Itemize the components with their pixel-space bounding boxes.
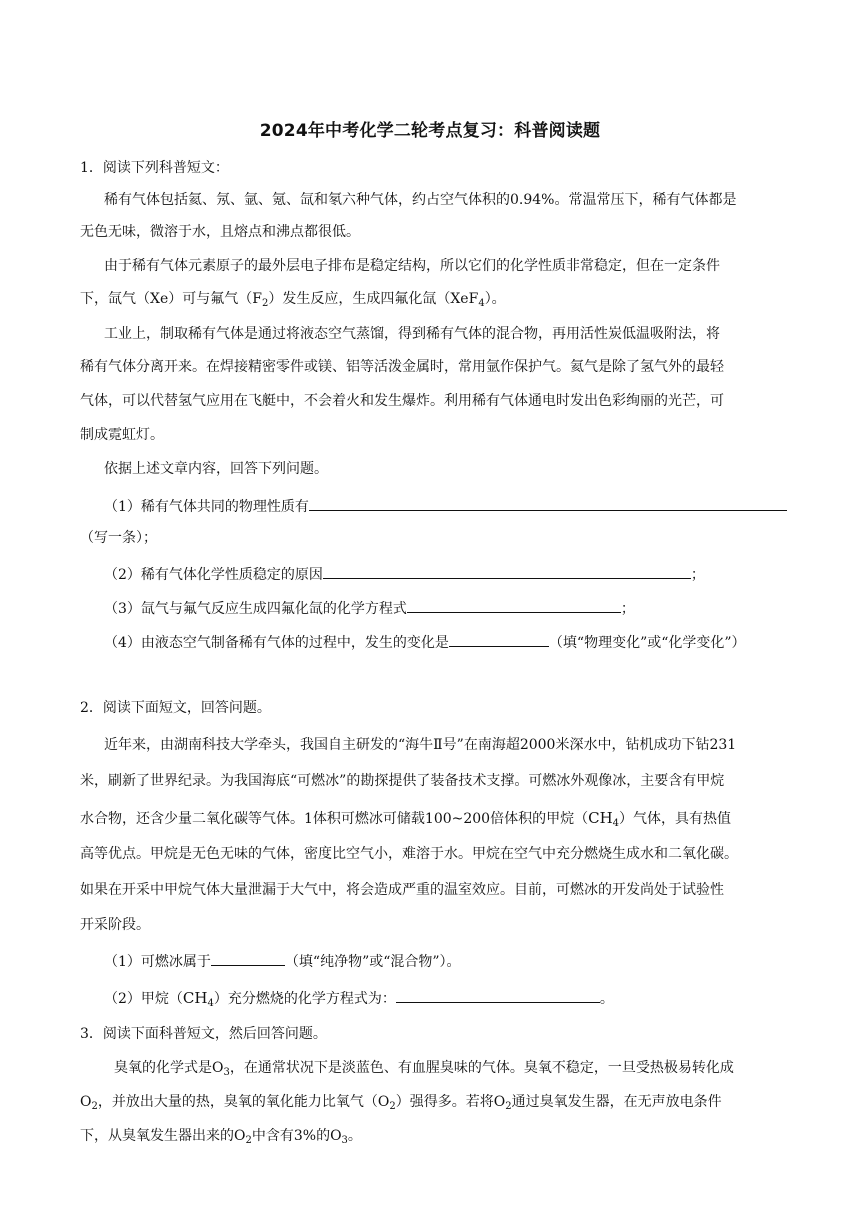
q1-sub2: （2）稀有气体化学性质稳定的原因 ；	[104, 562, 810, 585]
q2-intro: 阅读下面短文，回答问题。	[102, 700, 271, 716]
answer-blank[interactable]	[449, 630, 549, 647]
q1-sub4: （4）由液态空气制备稀有气体的过程中，发生的变化是 （填“物理变化”或“化学变化”）	[104, 630, 810, 653]
q3-line1: 臭氧的化学式是$O_3$，在通常状况下是淡蓝色、有血腥臭味的气体。臭氧不稳定，一旦受热极易转化成	[114, 1060, 734, 1078]
q2-line3: 水合物，还含少量二氧化碳等气体。1体积可燃冰可储载100~200倍体积的甲烷$(CH_4)$气体，具有热值	[80, 809, 732, 829]
q1-para3-line4: 制成霓虹灯。	[80, 427, 164, 443]
document-title: 2024年中考化学二轮考点复习：科普阅读题	[259, 121, 601, 141]
q1-para1-line1: 稀有气体包括氦、氖、氩、氪、氙和氡六种气体，约占空气体积的0.94%。常温常压下，稀有气体都是	[104, 192, 737, 208]
q3-line3: 下，从臭氧发生器出来的$O_2$中含有3%的$O_3$。	[80, 1128, 362, 1146]
q1-para3-line3: 气体，可以代替氢气应用在飞艇中，不会着火和发生爆炸。利用稀有气体通电时发出色彩绚丽的光芒，可	[80, 393, 724, 409]
q1-sub1: （1）稀有气体共同的物理性质有	[104, 494, 810, 517]
q2-sub1: （1）可燃冰属于 （填“纯净物”或“混合物”）。	[104, 949, 810, 972]
q2-heading	[80, 698, 810, 718]
q1-intro: 阅读下列科普短文：	[102, 160, 229, 176]
q3-heading	[80, 1024, 810, 1044]
q3-number: 3．	[80, 1026, 103, 1042]
q1-para3-line1: 工业上，制取稀有气体是通过将液态空气蒸馏，得到稀有气体的混合物，再用活性炭低温吸附法，将	[104, 326, 720, 342]
q2-line6: 开采阶段。	[80, 917, 150, 933]
q2-line4: 高等优点。甲烷是无色无味的气体，密度比空气小，难溶于水。甲烷在空气中充分燃烧生成水和二氧化碳。	[80, 846, 738, 862]
q1-number: 1．	[80, 160, 103, 176]
q1-para3-line2: 稀有气体分离开来。在焊接精密零件或镁、铝等活泼金属时，常用氩作保护气。氦气是除了氢气外的最轻	[80, 359, 724, 375]
q1-heading	[80, 158, 810, 178]
q3-line2: $O_2$，并放出大量的热，臭氧的氧化能力比氧气$(O_2)$强得多。若将$O_2$通过臭氧发生器，在无声放电条件	[80, 1094, 722, 1112]
q1-para2-line2: 下，氙气（Xe）可与氟气$(F_2)$发生反应，生成四氟化氙（XeF$_4$）。	[80, 291, 506, 309]
q2-line2: 米，刷新了世界纪录。为我国海底“可燃冰”的勘探提供了装备技术支撑。可燃冰外观像冰，主要含有甲烷	[80, 773, 725, 789]
q1-sub3: （3）氙气与氟气反应生成四氟化氙的化学方程式 ；	[104, 596, 810, 619]
q1-para1-line2: 无色无味，微溶于水，且熔点和沸点都很低。	[80, 224, 360, 240]
q1-para2-line1: 由于稀有气体元素原子的最外层电子排布是稳定结构，所以它们的化学性质非常稳定，但在一定条件	[104, 258, 720, 274]
q1-prompt: 依据上述文章内容，回答下列问题。	[104, 461, 328, 477]
q2-number: 2．	[80, 700, 103, 716]
q2-line5: 如果在开采中甲烷气体大量泄漏于大气中，将会造成严重的温室效应。目前，可燃冰的开发尚处于试验性	[80, 882, 724, 898]
q2-sub2: （2）甲烷$(CH_4)$充分燃烧的化学方程式为： 。	[104, 986, 810, 1009]
answer-blank[interactable]	[407, 596, 621, 613]
q1-sub1-cont: （写一条）；	[80, 530, 157, 546]
answer-blank[interactable]	[323, 562, 691, 579]
answer-blank[interactable]	[211, 949, 285, 966]
q2-line1: 近年来，由湖南科技大学牵头，我国自主研发的“海牛Ⅱ号”在南海超2000米深水中，钻机成功下钻231	[104, 737, 737, 753]
q3-intro: 阅读下面科普短文，然后回答问题。	[102, 1026, 327, 1042]
answer-blank[interactable]	[309, 494, 787, 511]
answer-blank[interactable]	[396, 986, 600, 1003]
